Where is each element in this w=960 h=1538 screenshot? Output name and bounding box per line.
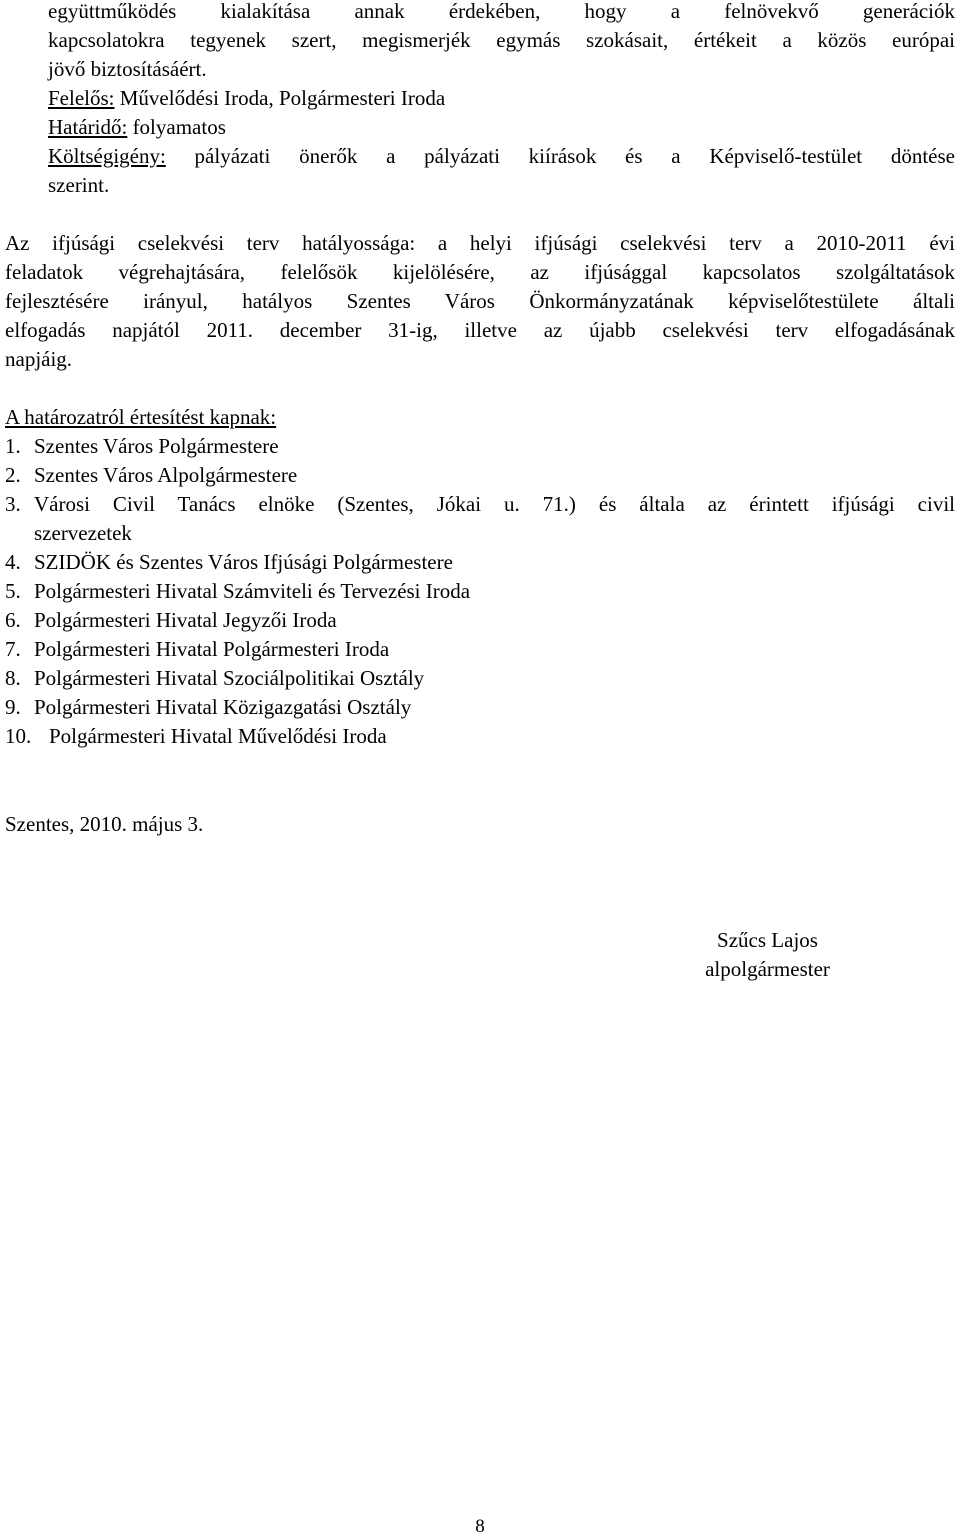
list-item bbox=[5, 490, 955, 518]
list-item-text: Polgármesteri Hivatal Polgármesteri Iroda bbox=[34, 637, 390, 661]
deadline-row bbox=[48, 113, 226, 141]
list-item-text: Polgármesteri Hivatal Szociálpolitikai Osztály bbox=[34, 666, 425, 690]
list-item-text: Polgármesteri Hivatal Számviteli és Tervezési Iroda bbox=[34, 579, 471, 603]
list-item bbox=[5, 461, 297, 489]
validity-line-2: feladatok végrehajtására, felelősök kijelölésére, az ifjúsággal kapcsolatos szolgáltatások bbox=[5, 260, 955, 284]
list-item-number: 10. bbox=[5, 724, 32, 748]
list-item-text: Városi Civil Tanács elnöke (Szentes, Jókai u. 71.) és általa az érintett ifjúsági civil bbox=[34, 492, 955, 516]
cost-label: Költségigény: bbox=[48, 144, 166, 168]
intro-line-1: együttműködés kialakítása annak érdekében, hogy a felnövekvő generációk bbox=[48, 0, 955, 23]
validity-line-1: Az ifjúsági cselekvési terv hatályossága: a helyi ifjúsági cselekvési terv a 2010-2011 évi bbox=[5, 231, 955, 255]
intro-line-3: jövő biztosításáért. bbox=[48, 57, 207, 81]
list-item-number: 3. bbox=[5, 492, 21, 516]
list-item-number: 8. bbox=[5, 666, 21, 690]
cost-value: pályázati önerők a pályázati kiírások és a Képviselő-testület döntése bbox=[165, 144, 955, 168]
list-item-text: Polgármesteri Hivatal Jegyzői Iroda bbox=[34, 608, 337, 632]
list-item bbox=[5, 606, 337, 634]
intro-line-2: kapcsolatokra tegyenek szert, megismerjék egymás szokásait, értékeit a közös európai bbox=[48, 28, 955, 52]
list-item-number: 1. bbox=[5, 434, 21, 458]
list-item bbox=[5, 577, 470, 605]
list-item-text: Szentes Város Alpolgármestere bbox=[34, 463, 298, 487]
list-item-text: SZIDÖK és Szentes Város Ifjúsági Polgármestere bbox=[34, 550, 453, 574]
responsible-label: Felelős: bbox=[48, 86, 115, 110]
list-item bbox=[5, 432, 279, 460]
list-item-number: 5. bbox=[5, 579, 21, 603]
place-date: Szentes, 2010. május 3. bbox=[5, 812, 204, 836]
validity-line-4: elfogadás napjától 2011. december 31-ig, illetve az újabb cselekvési terv elfogadásának bbox=[5, 318, 955, 342]
signature-name: Szűcs Lajos bbox=[717, 928, 818, 952]
list-item-number: 4. bbox=[5, 550, 21, 574]
list-item-number: 2. bbox=[5, 463, 21, 487]
list-item bbox=[5, 548, 453, 576]
list-item-number: 9. bbox=[5, 695, 21, 719]
deadline-label: Határidő: bbox=[48, 115, 128, 139]
cost-continuation: szerint. bbox=[48, 173, 110, 197]
cost-row bbox=[48, 142, 955, 171]
responsible-value: Művelődési Iroda, Polgármesteri Iroda bbox=[114, 86, 446, 110]
notify-heading: A határozatról értesítést kapnak: bbox=[5, 405, 277, 429]
responsible-row bbox=[48, 84, 445, 112]
list-item bbox=[5, 635, 389, 663]
list-item-number: 7. bbox=[5, 637, 21, 661]
list-item-continuation: szervezetek bbox=[34, 521, 132, 545]
list-item-number: 6. bbox=[5, 608, 21, 632]
list-item bbox=[5, 693, 411, 721]
validity-line-5: napjáig. bbox=[5, 347, 73, 371]
signature-title: alpolgármester bbox=[705, 957, 830, 981]
deadline-value: folyamatos bbox=[127, 115, 226, 139]
list-item-text: Polgármesteri Hivatal Közigazgatási Osztály bbox=[34, 695, 412, 719]
list-item bbox=[5, 722, 387, 750]
list-item-text: Szentes Város Polgármestere bbox=[34, 434, 279, 458]
list-item-text: Polgármesteri Hivatal Művelődési Iroda bbox=[49, 724, 387, 748]
list-item bbox=[5, 664, 424, 692]
page-number: 8 bbox=[475, 1516, 485, 1537]
validity-line-3: fejlesztésére irányul, hatályos Szentes Város Önkormányzatának képviselőtestülete általi bbox=[5, 289, 955, 313]
